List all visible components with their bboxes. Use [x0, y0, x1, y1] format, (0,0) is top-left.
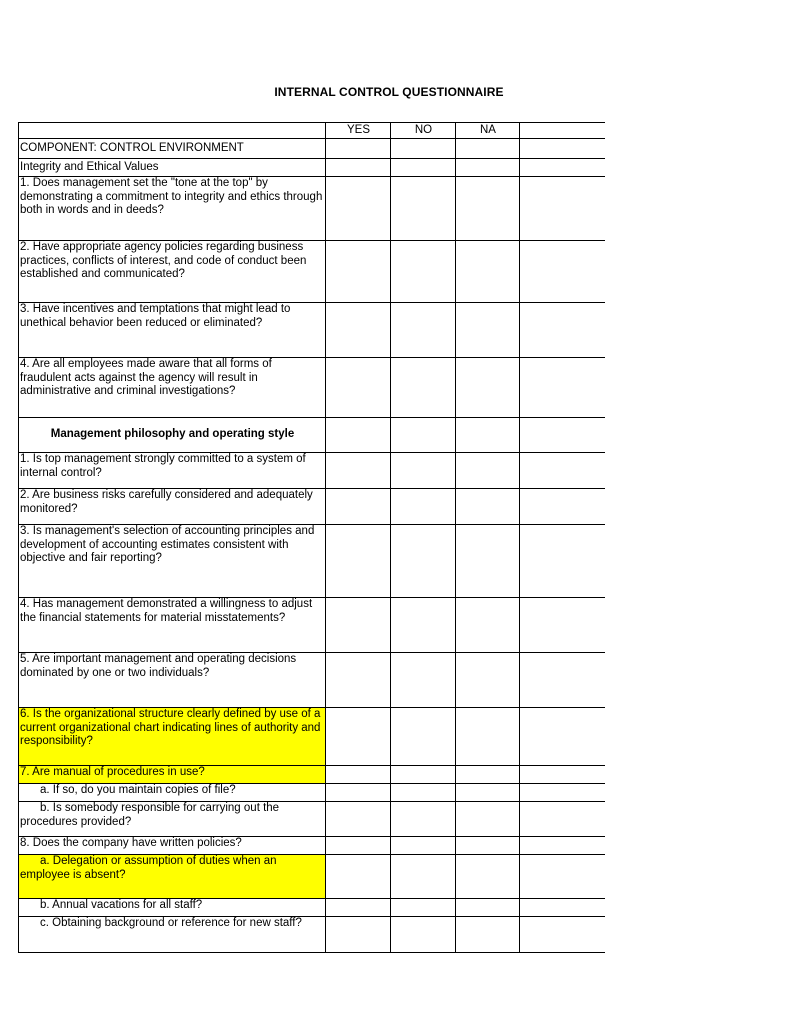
no-cell[interactable] [391, 525, 456, 598]
na-cell[interactable] [456, 802, 520, 837]
question-row [19, 525, 619, 598]
na-cell[interactable] [456, 159, 520, 177]
question-row [19, 159, 619, 177]
no-cell[interactable] [391, 418, 456, 453]
question-row [19, 708, 619, 766]
comments-cell[interactable] [520, 303, 619, 358]
comments-cell[interactable] [520, 917, 619, 953]
na-cell[interactable] [456, 241, 520, 303]
na-cell[interactable] [456, 489, 520, 525]
no-cell[interactable] [391, 489, 456, 525]
no-cell[interactable] [391, 453, 456, 489]
question-text: 5. Are important management and operating decisions dominated by one or two individuals? [19, 653, 326, 708]
question-row [19, 177, 619, 241]
question-text: a. If so, do you maintain copies of file? [19, 784, 326, 802]
comments-cell[interactable] [520, 489, 619, 525]
na-column-header: NA [456, 123, 520, 139]
question-text: 4. Are all employees made aware that all forms of fraudulent acts against the agency will result in administrative and criminal investigations? [19, 358, 326, 418]
yes-cell[interactable] [326, 855, 391, 899]
comments-cell[interactable] [520, 418, 619, 453]
question-text: b. Annual vacations for all staff? [19, 899, 326, 917]
yes-cell[interactable] [326, 598, 391, 653]
comments-cell[interactable] [520, 525, 619, 598]
yes-cell[interactable] [326, 177, 391, 241]
question-text: 1. Does management set the "tone at the top" by demonstrating a commitment to integrity and ethics through both in words and in deeds? [19, 177, 326, 241]
question-text: 2. Are business risks carefully considered and adequately monitored? [19, 489, 326, 525]
comments-cell[interactable] [520, 766, 619, 784]
no-cell[interactable] [391, 917, 456, 953]
yes-cell[interactable] [326, 358, 391, 418]
na-cell[interactable] [456, 598, 520, 653]
no-cell[interactable] [391, 837, 456, 855]
comments-cell[interactable] [520, 177, 619, 241]
question-row [19, 917, 619, 953]
question-header-cell [19, 123, 326, 139]
yes-cell[interactable] [326, 917, 391, 953]
question-row [19, 489, 619, 525]
question-row [19, 418, 619, 453]
na-cell[interactable] [456, 303, 520, 358]
na-cell[interactable] [456, 453, 520, 489]
yes-cell[interactable] [326, 241, 391, 303]
yes-cell[interactable] [326, 899, 391, 917]
header-row [19, 123, 619, 139]
question-text: 2. Have appropriate agency policies regarding business practices, conflicts of interest, and code of conduct been established and communicated? [19, 241, 326, 303]
no-cell[interactable] [391, 708, 456, 766]
yes-column-header: YES [326, 123, 391, 139]
no-cell[interactable] [391, 766, 456, 784]
yes-cell[interactable] [326, 453, 391, 489]
question-text: Integrity and Ethical Values [19, 159, 326, 177]
no-cell[interactable] [391, 177, 456, 241]
no-cell[interactable] [391, 598, 456, 653]
comments-cell[interactable] [520, 358, 619, 418]
no-cell[interactable] [391, 159, 456, 177]
comments-cell[interactable] [520, 139, 619, 159]
yes-cell[interactable] [326, 653, 391, 708]
no-cell[interactable] [391, 899, 456, 917]
na-cell[interactable] [456, 418, 520, 453]
no-cell[interactable] [391, 358, 456, 418]
question-text: 6. Is the organizational structure clearly defined by use of a current organizational chart indicating lines of authority and responsibility? [19, 708, 326, 766]
comments-cell[interactable] [520, 802, 619, 837]
question-row [19, 766, 619, 784]
question-row [19, 598, 619, 653]
question-text: b. Is somebody responsible for carrying out the procedures provided? [19, 802, 326, 837]
question-row [19, 453, 619, 489]
comments-cell[interactable] [520, 899, 619, 917]
na-cell[interactable] [456, 899, 520, 917]
comments-cell[interactable] [520, 708, 619, 766]
yes-cell[interactable] [326, 766, 391, 784]
yes-cell[interactable] [326, 418, 391, 453]
question-text: COMPONENT: CONTROL ENVIRONMENT [19, 139, 326, 159]
question-row [19, 303, 619, 358]
question-text: 3. Is management's selection of accounting principles and development of accounting estimates consistent with objective and fair reporting? [19, 525, 326, 598]
question-row [19, 139, 619, 159]
question-text: 8. Does the company have written policies? [19, 837, 326, 855]
yes-cell[interactable] [326, 159, 391, 177]
yes-cell[interactable] [326, 784, 391, 802]
question-text: c. Obtaining background or reference for new staff? [19, 917, 326, 953]
na-cell[interactable] [456, 525, 520, 598]
comments-cell[interactable] [520, 598, 619, 653]
na-cell[interactable] [456, 766, 520, 784]
no-cell[interactable] [391, 139, 456, 159]
question-text: 1. Is top management strongly committed to a system of internal control? [19, 453, 326, 489]
comments-cell[interactable] [520, 453, 619, 489]
question-text: 4. Has management demonstrated a willingness to adjust the financial statements for material misstatements? [19, 598, 326, 653]
na-cell[interactable] [456, 653, 520, 708]
comments-column-header [520, 123, 619, 139]
na-cell[interactable] [456, 177, 520, 241]
questionnaire-sheet [18, 122, 605, 953]
na-cell[interactable] [456, 917, 520, 953]
na-cell[interactable] [456, 855, 520, 899]
yes-cell[interactable] [326, 525, 391, 598]
yes-cell[interactable] [326, 708, 391, 766]
yes-cell[interactable] [326, 303, 391, 358]
question-row [19, 855, 619, 899]
na-cell[interactable] [456, 139, 520, 159]
question-text: a. Delegation or assumption of duties when an employee is absent? [19, 855, 326, 899]
na-cell[interactable] [456, 358, 520, 418]
questionnaire-table [18, 122, 619, 953]
comments-cell[interactable] [520, 241, 619, 303]
no-column-header: NO [391, 123, 456, 139]
no-cell[interactable] [391, 855, 456, 899]
question-row [19, 241, 619, 303]
no-cell[interactable] [391, 802, 456, 837]
question-row [19, 802, 619, 837]
no-cell[interactable] [391, 653, 456, 708]
yes-cell[interactable] [326, 837, 391, 855]
no-cell[interactable] [391, 241, 456, 303]
question-text: 3. Have incentives and temptations that might lead to unethical behavior been reduced or eliminated? [19, 303, 326, 358]
na-cell[interactable] [456, 784, 520, 802]
page-edge-mask [605, 120, 805, 1020]
yes-cell[interactable] [326, 489, 391, 525]
question-row [19, 899, 619, 917]
comments-cell[interactable] [520, 837, 619, 855]
question-row [19, 837, 619, 855]
question-text: 7. Are manual of procedures in use? [19, 766, 326, 784]
yes-cell[interactable] [326, 139, 391, 159]
question-row [19, 653, 619, 708]
question-text: Management philosophy and operating style [19, 418, 326, 453]
document-title: INTERNAL CONTROL QUESTIONNAIRE [274, 85, 504, 99]
na-cell[interactable] [456, 837, 520, 855]
comments-cell[interactable] [520, 159, 619, 177]
comments-cell[interactable] [520, 855, 619, 899]
question-row [19, 784, 619, 802]
no-cell[interactable] [391, 784, 456, 802]
comments-cell[interactable] [520, 784, 619, 802]
comments-cell[interactable] [520, 653, 619, 708]
yes-cell[interactable] [326, 802, 391, 837]
no-cell[interactable] [391, 303, 456, 358]
question-row [19, 358, 619, 418]
na-cell[interactable] [456, 708, 520, 766]
